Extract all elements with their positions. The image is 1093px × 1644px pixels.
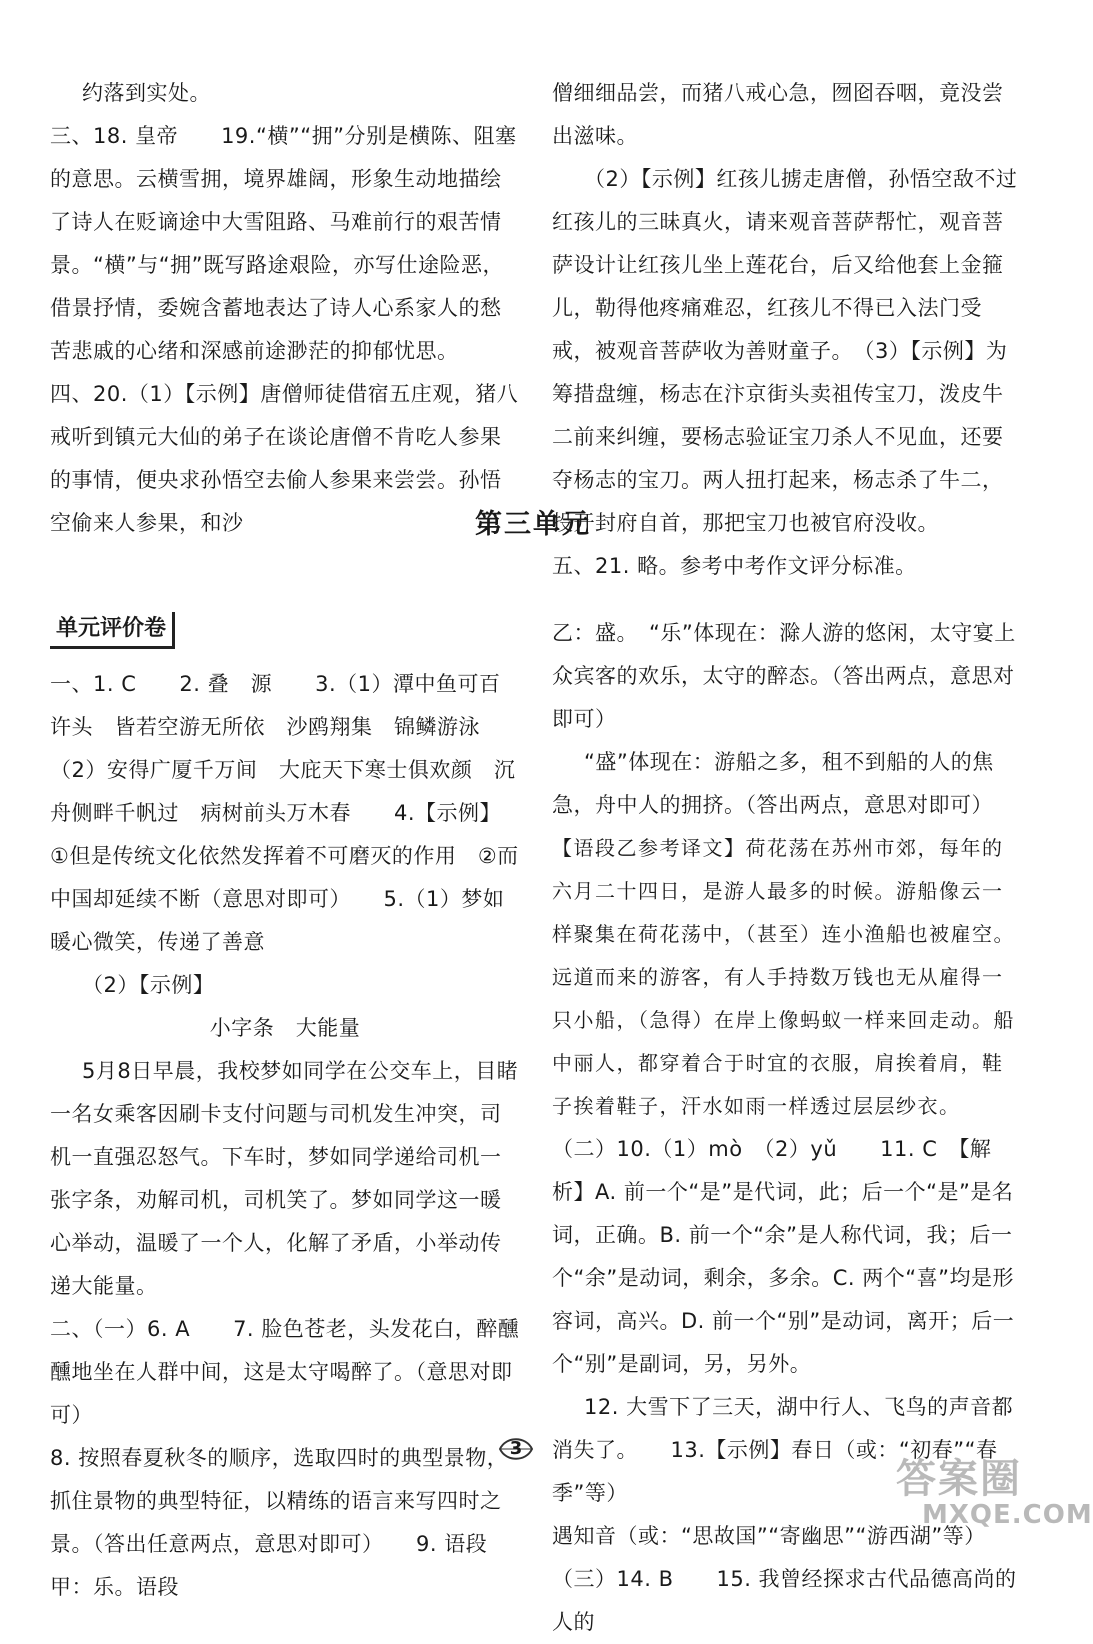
section-title: 单元评价卷 [50,612,175,649]
paragraph: 四、20.（1）【示例】唐僧师徒借宿五庄观，猪八戒听到镇元大仙的弟子在谈论唐僧不肯吃人参果的事情，便央求孙悟空去偷人参果来尝尝。孙悟空偷来人参果，和沙 [50,382,519,535]
essay-title: 小字条 大能量 [209,1016,361,1040]
paragraph: 遇知音（或：“思故国”“寄幽思”“游西湖”等） [552,1524,986,1548]
page-number-text: 3 [509,1438,523,1459]
page-number [496,1434,536,1464]
translation-paragraph: 【语段乙参考译文】荷花荡在苏州市郊，每年的六月二十四日，是游人最多的时候。游船像云一样聚集在荷花荡中，（甚至）连小渔船也被雇空。远道而来的游客，有人手持数万钱也无从雇得一只小船，（急得）在岸上像蚂蚁一样来回走动。船中丽人，都穿着合于时宜的衣服，肩挨着肩，鞋子挨着鞋子，汗水如雨一样透过层层纱衣。 [552,836,1015,1118]
paragraph: 12. 大雪下了三天，湖中行人、飞鸟的声音都消失了。 13.【示例】春日（或：“初春”“春季”等） [552,1395,1014,1505]
paragraph: （二）10.（1）mò （2）yǔ 11. C 【解析】A. 前一个“是”是代词，此；后一个“是”是名词，正确。B. 前一个“余”是人称代词，我；后一个“余”是动词，剩余，多余。C. 两个“喜”均是形容词，高兴。D. 前一个“别”是动词，离开；后一个“别”是副词，另，另外。 [552,1137,1015,1376]
paragraph: （2）【示例】 [82,973,215,997]
watermark-url: MXQE.COM [922,1500,1093,1530]
paragraph: 三、18. 皇帝 19.“横”“拥”分别是横陈、阻塞的意思。云横雪拥，境界雄阔，形象生动地描绘了诗人在贬谪途中大雪阻路、马难前行的艰苦情景。“横”与“拥”既写路途艰险，亦写仕途险恶，借景抒情，委婉含蓄地表达了诗人心系家人的愁苦悲戚的心绪和深感前途渺茫的抑郁忧思。 [50,124,517,363]
bottom-left-column [50,612,520,1609]
paragraph: 僧细细品尝，而猪八戒心急，囫囵吞咽，竟没尝出滋味。 [552,81,1004,148]
paragraph: 二、（一）6. A 7. 脸色苍老，头发花白，醉醺醺地坐在人群中间，这是太守喝醉了。（意思对即可） [50,1317,520,1427]
paragraph: 一、1. C 2. 叠 源 3.（1）潭中鱼可百许头 皆若空游无所依 沙鸥翔集 锦鳞游泳 （2）安得广厦千万间 大庇天下寒士俱欢颜 沉舟侧畔千帆过 病树前头万木春 4.【示例】①但是传统文化依然发挥着不可磨灭的作用 ②而中国却延续不断（意思对即可） 5.（1）梦如暖心微笑，传递了善意 [50,672,519,954]
paragraph: 乙：盛。 “乐”体现在：滁人游的悠闲，太守宴上众宾客的欢乐，太守的醉态。（答出两点，意思对即可） [552,621,1016,731]
paragraph: 约落到实处。 [82,81,211,105]
top-left-column [50,72,520,545]
paragraph: 五、21. 略。参考中考作文评分标准。 [552,554,917,578]
paragraph: 5月8日早晨，我校梦如同学在公交车上，目睹一名女乘客因刷卡支付问题与司机发生冲突，司机一直强忍怒气。下车时，梦如同学递给司机一张字条，劝解司机，司机笑了。梦如同学这一暖心举动，温暖了一个人，化解了矛盾，小举动传递大能量。 [50,1059,519,1298]
unit-title: 第三单元 [475,509,591,540]
paragraph: “盛”体现在：游船之多，租不到船的人的焦急，舟中人的拥挤。（答出两点，意思对即可） [552,750,994,817]
watermark [896,1456,1093,1532]
paragraph: 8. 按照春夏秋冬的顺序，选取四时的典型景物，抓住景物的典型特征，以精练的语言来写四时之景。（答出任意两点，意思对即可） 9. 语段甲：乐。语段 [50,1446,509,1599]
paragraph: （2）【示例】红孩儿掳走唐僧，孙悟空敌不过红孩儿的三昧真火，请来观音菩萨帮忙，观音菩萨设计让红孩儿坐上莲花台，后又给他套上金箍儿，勒得他疼痛难忍，红孩儿不得已入法门受戒，被观音菩萨收为善财童子。 （3）【示例】为筹措盘缠，杨志在汴京街头卖祖传宝刀，泼皮牛二前来纠缠，要杨志验证宝刀杀人不见血，还要夺杨志的宝刀。两人扭打起来，杨志杀了牛二，投开封府自首，那把宝刀也被官府没收。 [552,167,1018,535]
paragraph: （三）14. B 15. 我曾经探求古代品德高尚的人的 [552,1567,1017,1634]
watermark-text: 答案圈 [896,1456,1022,1502]
